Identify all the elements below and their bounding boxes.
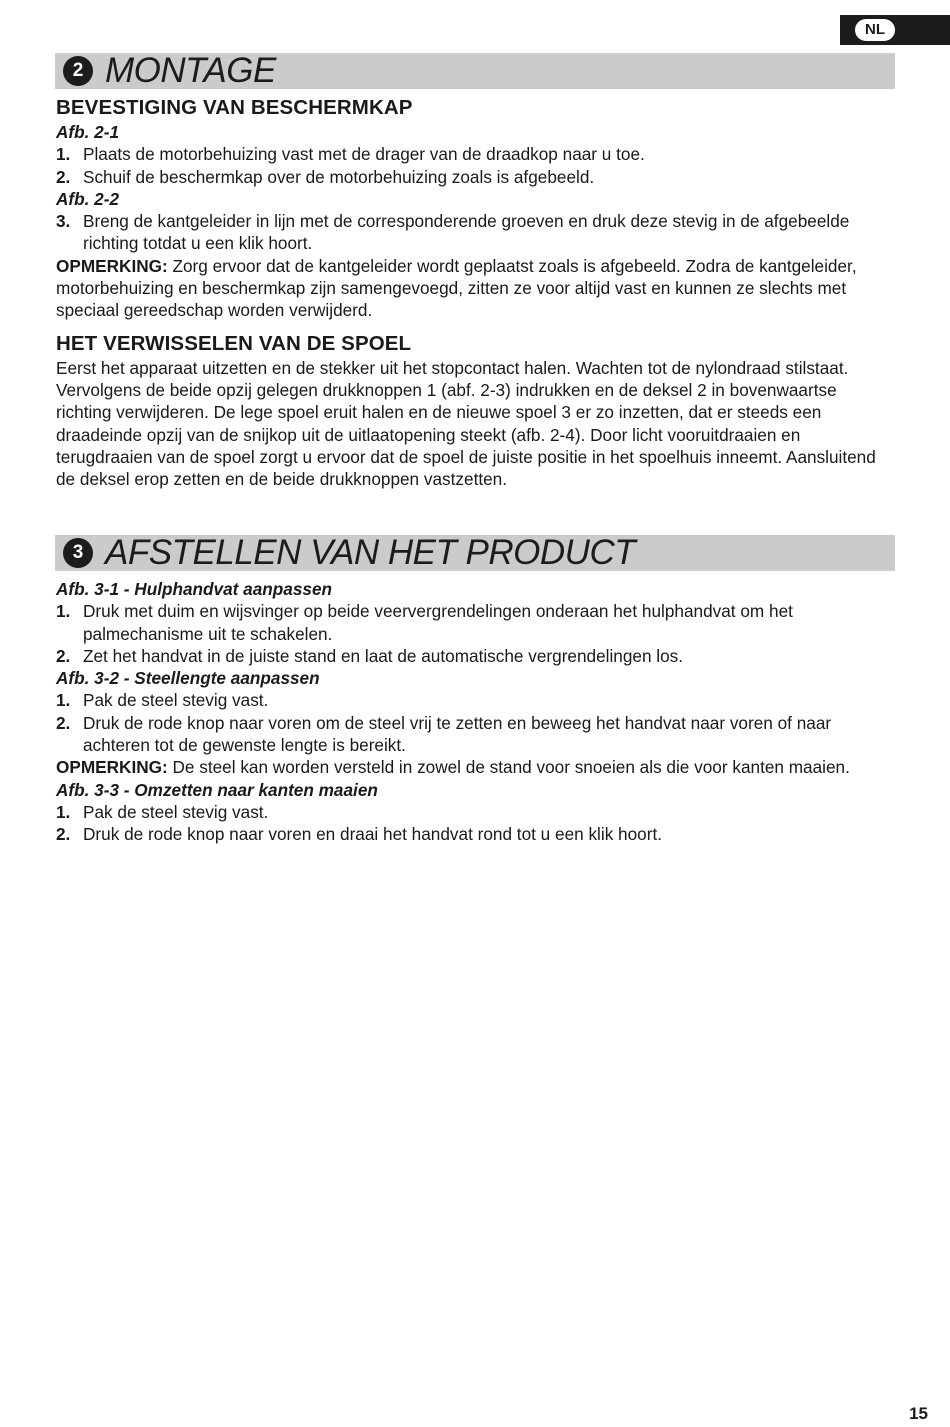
section-number-badge: 2 (63, 56, 93, 86)
step-number: 1. (56, 144, 71, 165)
language-tab (840, 15, 950, 45)
list-item (56, 801, 890, 823)
step-text: Druk met duim en wijsvinger op beide veervergrendelingen onderaan het hulphandvat om het palmechanisme uit te schakelen. (83, 601, 793, 644)
step-text: Schuif de beschermkap over de motorbehuizing zoals is afgebeeld. (83, 166, 595, 187)
step-number: 1. (56, 690, 71, 711)
figure-ref: Afb. 2-1 (56, 122, 120, 142)
figure-ref: Afb. 3-3 - Omzetten naar kanten maaien (56, 779, 378, 800)
step-text: Pak de steel stevig vast. (83, 690, 269, 711)
figure-ref: Afb. 3-1 - Hulphandvat aanpassen (56, 579, 333, 599)
note-label: OPMERKING: (56, 757, 168, 778)
step-number: 2. (56, 166, 71, 187)
note-text: De steel kan worden versteld in zowel de stand voor snoeien als die voor kanten maaien. (167, 757, 850, 778)
step-number: 2. (56, 712, 71, 733)
note-paragraph (56, 756, 890, 778)
section-title: MONTAGE (105, 51, 276, 90)
list-item (56, 600, 890, 645)
list-item (56, 143, 890, 165)
list-item (56, 645, 890, 667)
step-text: Druk de rode knop naar voren om de steel vrij te zetten en beweeg het handvat naar voren of naar achteren tot de gewenste lengte is bereikt. (83, 712, 832, 756)
section-header-afstellen (55, 535, 895, 571)
page-number: 15 (909, 1404, 928, 1423)
step-number: 2. (56, 645, 71, 666)
note-text: Zorg ervoor dat de kantgeleider wordt geplaatst zoals is afgebeeld. Zodra de kantgeleider, motorbehuizing en beschermkap zijn samengevoegd, zitten ze voor altijd vast en kunnen ze slechts met speciaal gereedschap worden verwijderd. (56, 255, 857, 321)
list-item (56, 210, 890, 255)
step-number: 1. (56, 801, 71, 822)
step-text: Breng de kantgeleider in lijn met de corresponderende groeven en druk deze stevig in de afgebeelde richting totdat u een klik hoort. (83, 211, 850, 254)
section-number-badge: 3 (63, 538, 93, 568)
step-text: Zet het handvat in de juiste stand en laat de automatische vergrendelingen los. (83, 645, 684, 666)
step-number: 2. (56, 824, 71, 845)
section-content-afstellen (56, 578, 890, 846)
list-item (56, 689, 890, 711)
step-text: Druk de rode knop naar voren en draai het handvat rond tot u een klik hoort. (83, 824, 663, 845)
note-paragraph (56, 255, 890, 322)
subheading-spoel: HET VERWISSELEN VAN DE SPOEL (56, 331, 412, 355)
step-text: Plaats de motorbehuizing vast met de drager van de draadkop naar u toe. (83, 144, 645, 165)
step-number: 1. (56, 601, 71, 622)
section-content-montage (56, 95, 890, 490)
list-item (56, 166, 890, 188)
list-item (56, 712, 890, 757)
step-text: Pak de steel stevig vast. (83, 801, 269, 822)
step-number: 3. (56, 211, 71, 232)
body-paragraph: Eerst het apparaat uitzetten en de stekker uit het stopcontact halen. Wachten tot de nylondraad stilstaat. Vervolgens de beide opzij gelegen drukknoppen 1 (abf. 2-3) indrukken en de deksel 2 in bovenwaartse richting verwijderen. De lege spoel eruit halen en de nieuwe spoel 3 er zo inzetten, dat er steeds een draadeinde opzij van de snijkop uit de uitlaatopening steekt (afb. 2-4). Door licht vooruitdraaien en terugdraaien van de spoel zorgt u ervoor dat de spoel de juiste positie in het spoelhuis inneemt. Aansluitend de deksel erop zetten en de beide drukknoppen vastzetten. (56, 357, 876, 490)
figure-ref: Afb. 3-2 - Steellengte aanpassen (56, 668, 320, 689)
note-label: OPMERKING: (56, 255, 168, 276)
list-item (56, 823, 890, 845)
section-header-montage (55, 53, 895, 89)
language-label: NL (855, 19, 895, 41)
subheading-beschermkap: BEVESTIGING VAN BESCHERMKAP (56, 96, 413, 119)
section-title: AFSTELLEN VAN HET PRODUCT (105, 533, 636, 572)
figure-ref: Afb. 2-2 (56, 188, 120, 209)
